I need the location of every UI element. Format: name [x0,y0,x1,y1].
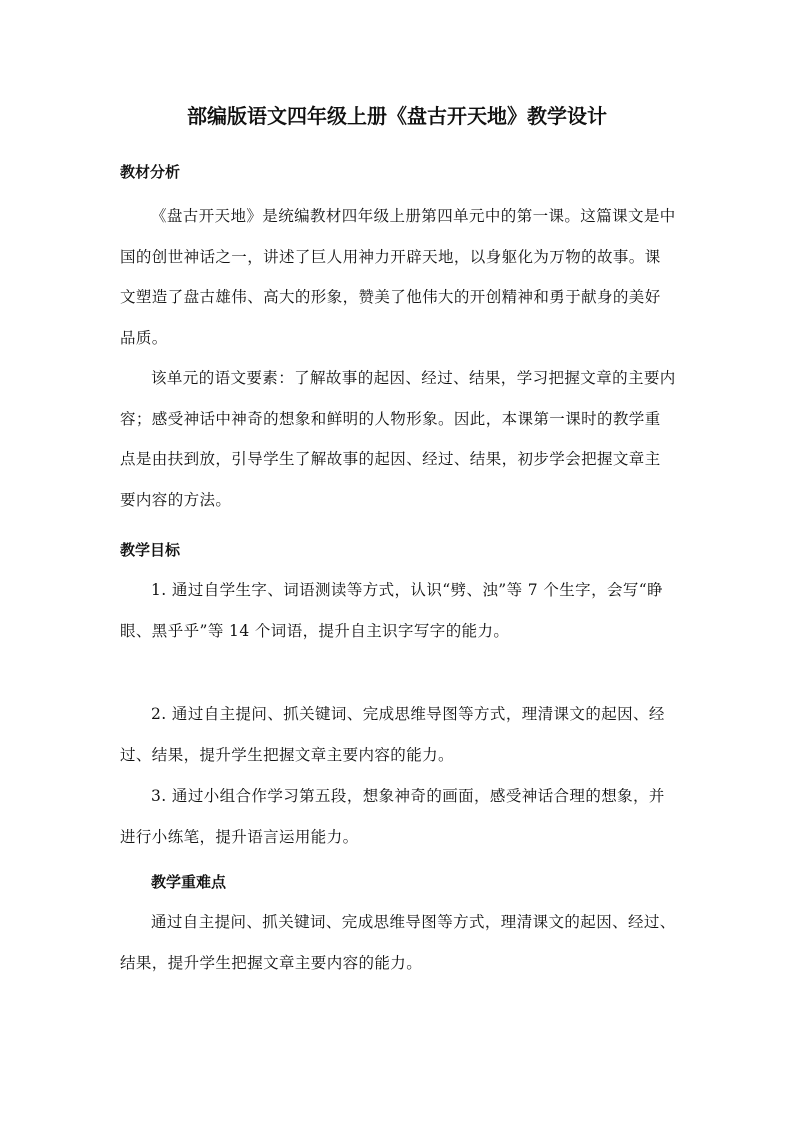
paragraph-objective-1: 1. 通过自学生字、词语测读等方式，认识“劈、浊”等 7 个生字，会写“睁眼、黑乎乎”等 14 个词语，提升自主识字写字的能力。 [120,581,664,640]
section-heading-key-difficulties: 教学重难点 [151,873,227,891]
section-heading-textbook-analysis: 教材分析 [120,163,181,181]
paragraph-textbook-analysis-2: 该单元的语文要素：了解故事的起因、经过、结果，学习把握文章的主要内容；感受神话中神奇的想象和鲜明的人物形象。因此，本课第一课时的教学重点是由扶到放，引导学生了解故事的起因、经过、结果，初步学会把握文章主要内容的方法。 [120,369,676,509]
paragraph-objective-3: 3. 通过小组合作学习第五段，想象神奇的画面，感受神话合理的想象，并进行小练笔，提升语言运用能力。 [120,787,665,846]
paragraph-key-difficulties: 通过自主提问、抓关键词、完成思维导图等方式，理清课文的起因、经过、结果，提升学生把握文章主要内容的能力。 [120,913,676,972]
section-heading-teaching-objectives: 教学目标 [120,541,181,559]
document-title: 部编版语文四年级上册《盘古开天地》教学设计 [187,104,607,128]
paragraph-objective-2: 2. 通过自主提问、抓关键词、完成思维导图等方式，理清课文的起因、经过、结果，提升学生把握文章主要内容的能力。 [120,705,665,764]
paragraph-textbook-analysis-1: 《盘古开天地》是统编教材四年级上册第四单元中的第一课。这篇课文是中国的创世神话之一，讲述了巨人用神力开辟天地，以身躯化为万物的故事。课文塑造了盘古雄伟、高大的形象，赞美了他伟大的开创精神和勇于献身的美好品质。 [120,207,676,347]
